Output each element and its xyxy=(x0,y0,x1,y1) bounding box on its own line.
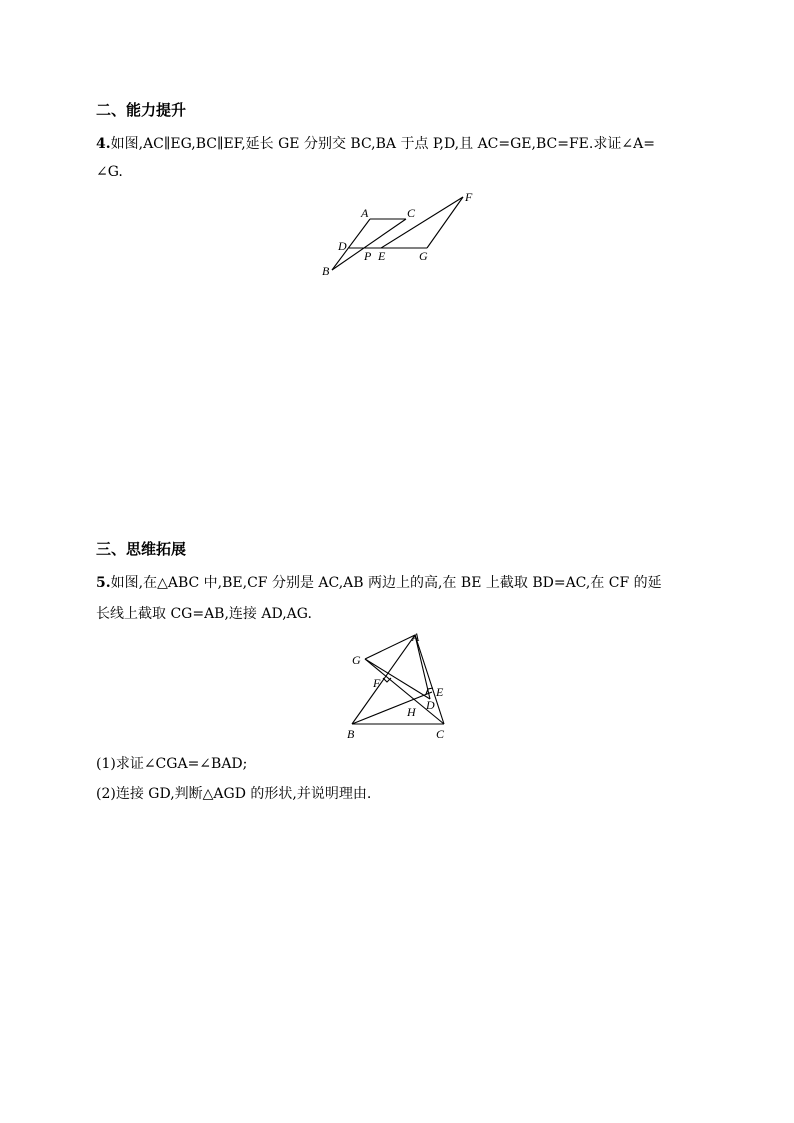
question-5-part-1: (1)求证∠CGA=∠BAD; xyxy=(96,756,248,772)
label-g: G xyxy=(419,249,428,263)
question-4-line-1 xyxy=(96,133,655,153)
segment-be xyxy=(352,692,432,724)
segment-ag xyxy=(365,635,415,659)
label-a: A xyxy=(412,630,420,644)
question-4-text-2: ∠G. xyxy=(96,164,123,180)
label-h: H xyxy=(407,705,416,719)
question-4-figure xyxy=(315,188,485,280)
label-b: B xyxy=(347,727,355,741)
segment-gf xyxy=(427,197,463,248)
label-g: G xyxy=(352,653,361,667)
label-c: C xyxy=(436,727,445,741)
segment-ef xyxy=(381,197,463,248)
question-5-line-1 xyxy=(96,572,662,592)
label-b: B xyxy=(322,264,330,278)
label-a: A xyxy=(361,206,369,220)
label-e: E xyxy=(378,249,386,263)
section-title-thinking: 三、思维拓展 xyxy=(96,540,187,558)
label-d: D xyxy=(338,239,347,253)
question-4-text-1: 如图,AC∥EG,BC∥EF,延长 GE 分别交 BC,BA 于点 P,D,且 AC=GE,BC=FE.求证∠A= xyxy=(110,136,655,152)
question-5-number: 5. xyxy=(96,575,111,591)
question-5-line-2 xyxy=(96,603,312,623)
question-5-text-1: 如图,在△ABC 中,BE,CF 分别是 AC,AB 两边上的高,在 BE 上截取 BD=AC,在 CF 的延 xyxy=(110,575,662,591)
question-4-number: 4. xyxy=(96,136,111,152)
question-5-part-2: (2)连接 GD,判断△AGD 的形状,并说明理由. xyxy=(96,786,372,802)
label-d: D xyxy=(426,698,435,712)
section-title-ability: 二、能力提升 xyxy=(96,101,187,119)
question-5-figure xyxy=(340,626,460,744)
question-5-text-2: 长线上截取 CG=AB,连接 AD,AG. xyxy=(96,606,312,622)
label-e: E xyxy=(436,685,444,699)
question-4-line-2 xyxy=(96,164,123,180)
segment-ba xyxy=(352,635,415,724)
label-f: F xyxy=(373,676,381,690)
label-c: C xyxy=(407,206,416,220)
label-p: P xyxy=(364,249,372,263)
label-f: F xyxy=(465,190,473,204)
